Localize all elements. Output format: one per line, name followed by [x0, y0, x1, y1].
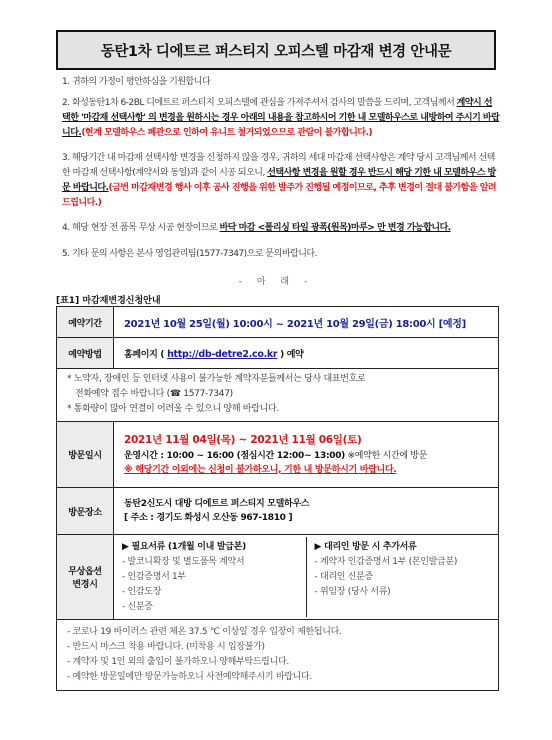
reservation-method-notes — [57, 369, 499, 422]
section-separator: - 아 래 - — [238, 277, 314, 287]
paragraph-3-warning: (금번 마감재변경 행사 이후 공사 진행을 위한 발주가 진행될 예정이므로, 추후 변경이 절대 불가함을 알려드립니다.) — [62, 183, 497, 208]
table-row-footer-notes — [57, 620, 499, 691]
paragraph-2 — [62, 96, 500, 141]
paragraph-4-intro: 4. 해당 현장 전 품목 무상 시공 현장이므로 — [62, 223, 220, 233]
visit-place-cell — [114, 488, 499, 535]
footer-note: - 예약한 방문일에만 방문가능하오니 사전예약해주시기 바랍니다. — [67, 672, 312, 682]
reservation-period-value: 2021년 10월 25일(월) 10:00시 ~ 2021년 10월 29일(금) 18:00시 [예정] — [124, 318, 466, 330]
visit-dates: 2021년 11월 04일(목) ~ 2021년 11월 06일(토) — [124, 433, 362, 446]
footer-note: - 반드시 마스크 착용 바랍니다. (미착용 시 입장불가) — [67, 642, 265, 652]
visit-warning: ※ 해당기간 이외에는 신청이 불가하오니, 기한 내 방문하시기 바랍니다. — [124, 464, 397, 475]
paragraph-2-intro: 2. 화성동탄1차 6-2BL 디에트르 퍼스티지 오피스텔에 관심을 가져주셔서 감사의 말씀을 드리며, 고객님께서 — [62, 98, 457, 108]
documents-cell — [114, 535, 499, 620]
footer-note: - 코로나 19 바이러스 관련 체온 37.5 ℃ 이상일 경우 입장이 제한됩니다. — [67, 627, 342, 637]
required-document-item: - 인감증명서 1부 — [122, 572, 186, 582]
method-note-1: * 노약자, 장애인 등 인터넷 사용이 불가능한 계약자분들께서는 당사 대표번호로 — [67, 374, 366, 384]
visit-place-label: 방문장소 — [57, 488, 114, 535]
method-note-3: * 통화량이 많아 연결이 어려울 수 있으니 양해 바랍니다. — [67, 404, 279, 414]
paragraph-4 — [62, 221, 500, 236]
proxy-document-item: - 위임장 (당사 서류) — [314, 587, 391, 597]
visit-datetime-label: 방문일시 — [57, 422, 114, 488]
required-documents-title: ▶ 필요서류 (1개월 이내 발급본) — [122, 542, 246, 552]
paragraph-5: 5. 기타 문의 사항은 본사 영업관리팀(1577-7347)으로 문의바랍니다. — [62, 249, 317, 259]
reservation-period-label: 예약기간 — [57, 307, 114, 338]
required-document-item: - 발코니확장 및 별도품목 계약서 — [122, 557, 245, 567]
reservation-method-prefix: 홈페이지 ( — [124, 349, 168, 360]
operating-hours: 운영시간 : 10:00 ~ 16:00 (점심시간 12:00~ 13:00) — [124, 450, 345, 461]
required-document-item: - 신분증 — [122, 602, 153, 612]
model-house-name: 동탄2신도시 대방 디에트르 퍼스티지 모델하우스 — [124, 499, 310, 509]
footer-notes — [57, 620, 499, 691]
paragraph-2-underline: 계약시 선택한 '마감재 선택사항' 의 변경을 원하시는 경우 아래의 내용을 참고하시어 기한 내 모델하우스로 내방하여 주시기 바랍니다. — [62, 98, 500, 138]
paragraph-3-intro: 3. 해당기간 내 마감재 선택사항 변경을 신청하지 않을 경우, 귀하의 세대 마감재 선택사항은 계약 당시 고객님께서 선택한 마감재 선택사항(계약서와 동일)과 같이 시공 되오니, — [62, 153, 495, 178]
paragraph-4-underline: 바닥 마감 <폴리싱 타일 광폭(원목)마루> 만 변경 가능합니다. — [219, 223, 451, 233]
model-house-address: [ 주소 : 경기도 화성시 오산동 967-1810 ] — [124, 513, 293, 523]
option-change-label — [57, 535, 114, 620]
option-change-label-line-1: 무상옵션 — [68, 567, 102, 577]
notice-title: 동탄1차 디에트르 퍼스티지 오피스텔 마감재 변경 안내문 — [100, 43, 452, 60]
paragraph-3-underline: 선택사항 변경을 원할 경우 반드시 해당 기한 내 모델하우스 방문 바랍니다. — [62, 168, 496, 193]
reservation-period-cell — [114, 307, 499, 338]
proxy-document-item: - 계약자 인감증명서 1부 (본인발급분) — [314, 557, 458, 567]
table-row-visit-datetime — [57, 422, 499, 488]
proxy-document-item: - 대리인 신분증 — [314, 572, 373, 582]
paragraph-3 — [62, 151, 500, 211]
table-row-reservation-method — [57, 338, 499, 369]
reservation-method-cell — [114, 338, 499, 369]
proxy-documents — [307, 537, 499, 617]
option-change-label-line-2: 변경시 — [72, 580, 98, 590]
homepage-link[interactable]: http://db-detre2.co.kr — [167, 348, 278, 360]
required-document-item: - 인감도장 — [122, 587, 162, 597]
required-documents — [114, 537, 307, 617]
table-row-reservation-period — [57, 307, 499, 338]
paragraph-1: 1. 귀하의 가정이 평안하심을 기원합니다 — [62, 77, 211, 87]
table-row-method-notes — [57, 369, 499, 422]
application-info-table — [56, 306, 499, 691]
paragraph-2-warning: (현계 모델하우스 폐관으로 인하여 유니트 철거되었으므로 관람이 불가합니다.) — [81, 128, 373, 138]
reservation-method-label: 예약방법 — [57, 338, 114, 369]
reservation-method-suffix: ) 예약 — [277, 349, 304, 360]
table-row-visit-place — [57, 488, 499, 535]
proxy-documents-title: ▶ 대리인 방문 시 추가서류 — [314, 542, 417, 552]
table-caption: [표1] 마감재변경신청안내 — [56, 296, 161, 306]
method-note-2: 전화예약 접수 바랍니다 (☎ 1577-7347) — [75, 389, 233, 399]
notice-title-box — [56, 30, 496, 70]
table-row-option-documents — [57, 535, 499, 620]
operating-hours-note: ※예약한 시간에 방문 — [345, 450, 428, 461]
visit-datetime-cell — [114, 422, 499, 488]
footer-note: - 계약자 및 1인 외의 출입이 불가하오니 양해부탁드립니다. — [67, 657, 289, 667]
